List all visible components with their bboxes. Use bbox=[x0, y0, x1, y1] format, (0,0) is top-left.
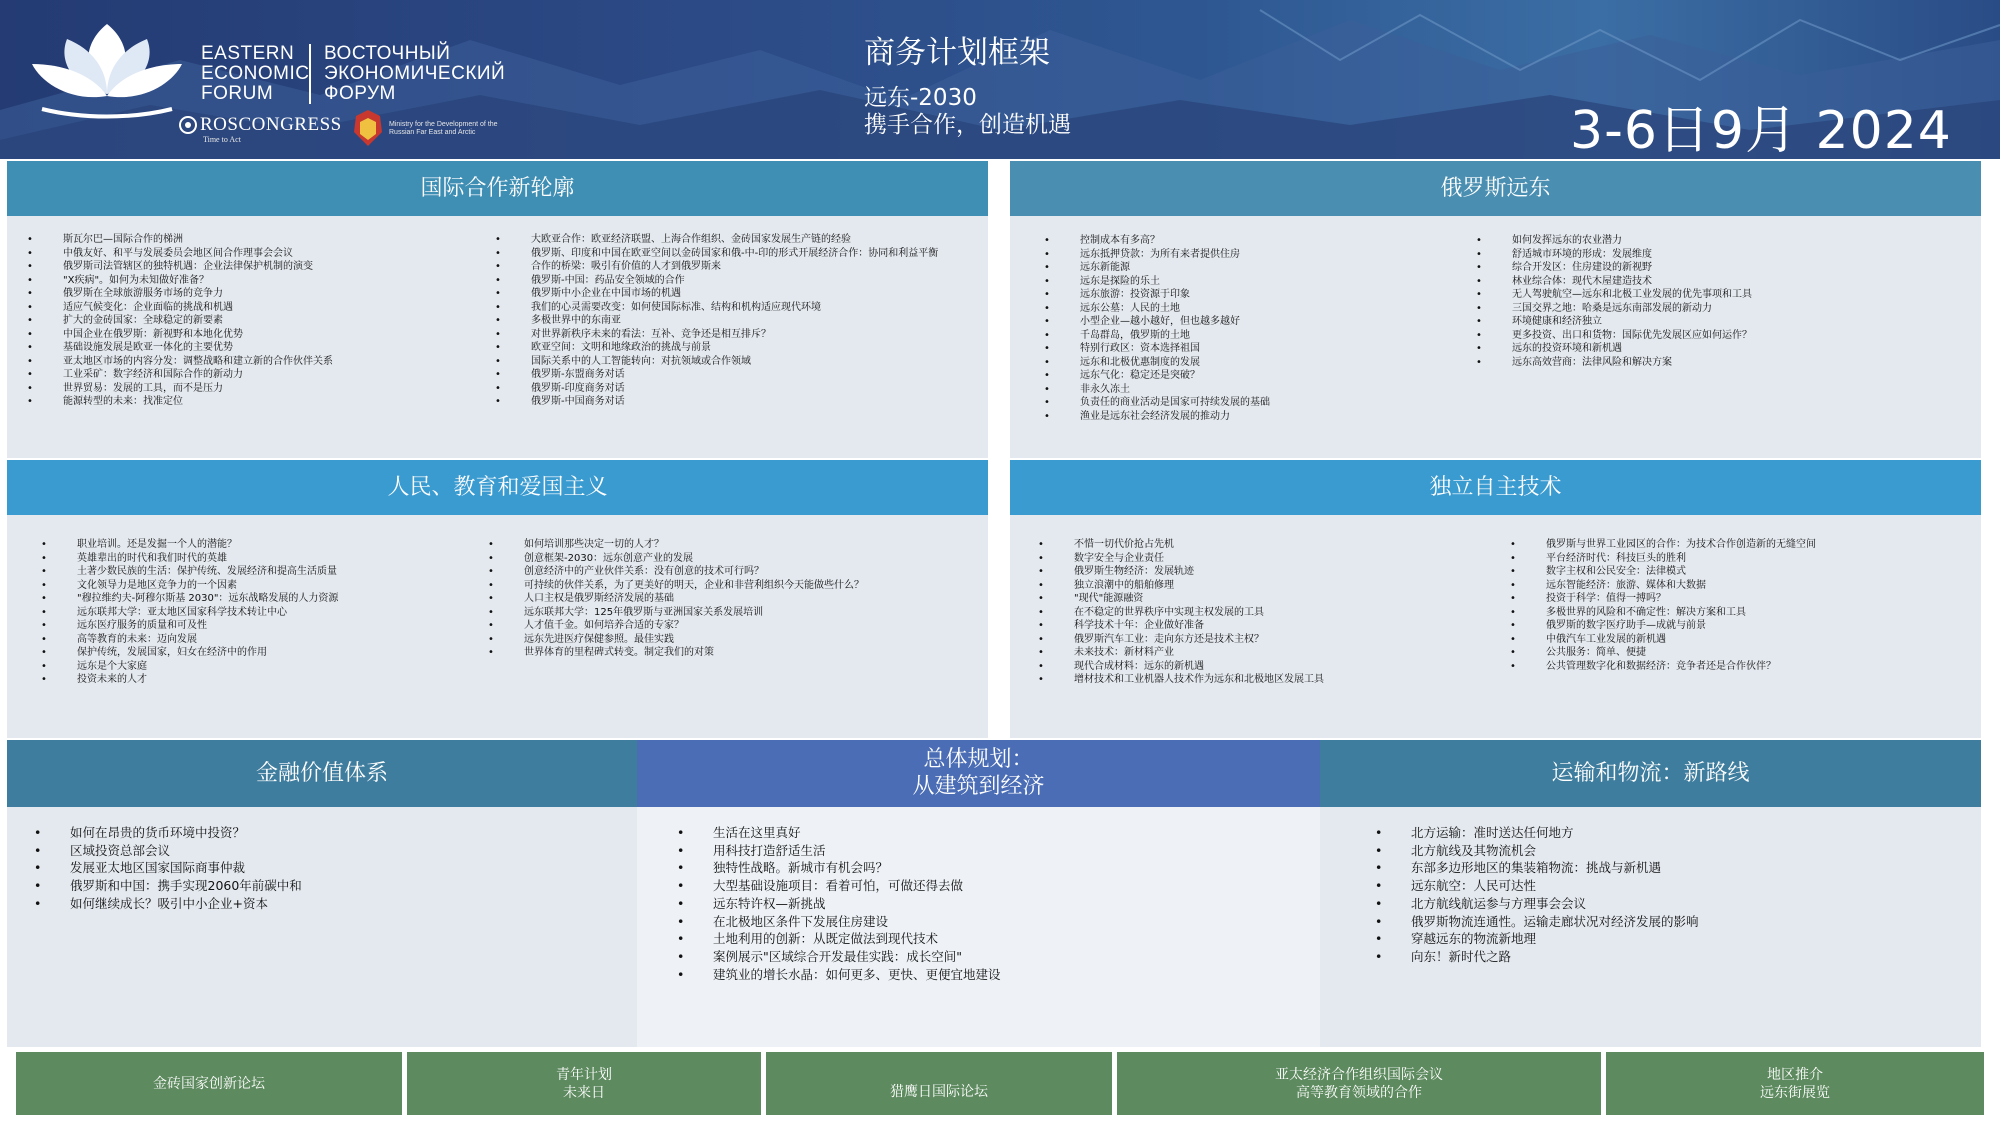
list-item: • 职业培训。还是发掘一个人的潜能？ bbox=[77, 538, 338, 552]
subtitle-line-1: 远东-2030 bbox=[864, 85, 977, 111]
ministry-text: Ministry for the Development of the Russian Far East and Arctic bbox=[389, 121, 498, 136]
list-item: • 俄罗斯与世界工业园区的合作：为技术合作创造新的无缝空间 bbox=[1546, 538, 1816, 552]
logo-text-russian-value: ВОСТОЧНЫЙ ЭКОНОМИЧЕСКИЙ ФОРУМ bbox=[324, 43, 506, 104]
panel-header bbox=[1010, 460, 1981, 515]
topic-list bbox=[713, 824, 1001, 983]
list-item: • 对世界新秩序未来的看法：互补、竞争还是相互排斥？ bbox=[531, 328, 938, 342]
list-item: • 平台经济时代：科技巨头的胜利 bbox=[1546, 552, 1816, 566]
panel-title: 金融价值体系 bbox=[255, 761, 388, 786]
list-item: • 世界体育的里程碑式转变。制定我们的对策 bbox=[524, 646, 864, 660]
footer-event-sublabel: 远东街展览 bbox=[1760, 1084, 1830, 1101]
list-item: • 远东先进医疗保健参照。最佳实践 bbox=[524, 633, 864, 647]
panel-header bbox=[7, 161, 988, 216]
list-item: • 更多投资、出口和货物：国际优先发展区应如何运作？ bbox=[1512, 329, 1752, 343]
list-item: • 如何发挥远东的农业潜力 bbox=[1512, 234, 1752, 248]
list-item: • 斯瓦尔巴—国际合作的梯洲 bbox=[63, 233, 333, 247]
footer-event-label: 亚太经济合作组织国际会议 bbox=[1275, 1066, 1443, 1083]
list-item: • 非永久冻土 bbox=[1080, 383, 1270, 397]
panel-master-planning bbox=[637, 740, 1320, 1047]
event-date: 3-6日9月 2024 bbox=[1570, 101, 1952, 161]
topic-list-right bbox=[1546, 538, 1816, 673]
list-item: • 世界贸易：发展的工具，而不是压力 bbox=[63, 382, 333, 396]
document-title: 商务计划框架 bbox=[864, 35, 1050, 71]
list-item: • 林业综合体：现代木屋建造技术 bbox=[1512, 275, 1752, 289]
list-item: • 扩大的金砖国家：全球稳定的新要素 bbox=[63, 314, 333, 328]
list-item: • 多极世界中的东南亚 bbox=[531, 314, 938, 328]
footer-event-sublabel: 高等教育领域的合作 bbox=[1296, 1084, 1422, 1101]
logo-text-russian bbox=[324, 44, 505, 104]
list-item: • 投资未来的人才 bbox=[77, 673, 338, 687]
list-item: • 英雄辈出的时代和我们时代的英雄 bbox=[77, 552, 338, 566]
list-item: • 中国企业在俄罗斯：新视野和本地化优势 bbox=[63, 328, 333, 342]
list-item: • 渔业是远东社会经济发展的推动力 bbox=[1080, 410, 1270, 424]
list-item: • 文化领导力是地区竞争力的一个因素 bbox=[77, 579, 338, 593]
list-item: • 俄罗斯中小企业在中国市场的机遇 bbox=[531, 287, 938, 301]
topic-list-right bbox=[531, 233, 938, 409]
list-item: • 远东和北极优惠制度的发展 bbox=[1080, 356, 1270, 370]
list-item: • 区域投资总部会议 bbox=[70, 842, 302, 860]
list-item: • 独特性战略。新城市有机会吗？ bbox=[713, 859, 1001, 877]
footer-event-label: 猎鹰日国际论坛 bbox=[890, 1084, 988, 1100]
panel-header bbox=[7, 740, 637, 807]
logo-text-english-value: EASTERN ECONOMIC FORUM bbox=[201, 43, 310, 104]
footer-event-youth[interactable] bbox=[407, 1052, 761, 1115]
list-item: • 环境健康和经济独立 bbox=[1512, 315, 1752, 329]
topic-list bbox=[70, 824, 302, 913]
footer-event-brics[interactable] bbox=[16, 1052, 402, 1115]
list-item: • 远东是个大家庭 bbox=[77, 660, 338, 674]
list-item: • 在不稳定的世界秩序中实现主权发展的工具 bbox=[1074, 606, 1324, 620]
list-item: • 创意框架-2030：远东创意产业的发展 bbox=[524, 552, 864, 566]
list-item: • 俄罗斯在全球旅游服务市场的竞争力 bbox=[63, 287, 333, 301]
list-item: • 合作的桥梁：吸引有价值的人才到俄罗斯来 bbox=[531, 260, 938, 274]
list-item: • 东部多边形地区的集装箱物流：挑战与新机遇 bbox=[1411, 859, 1699, 877]
list-item: • 远东高效营商：法律风险和解决方案 bbox=[1512, 356, 1752, 370]
topic-list-left bbox=[63, 233, 333, 409]
topic-list-left bbox=[1080, 234, 1270, 423]
list-item: • 远东旅游：投资源于印象 bbox=[1080, 288, 1270, 302]
list-item: • 特别行政区：资本选择祖国 bbox=[1080, 342, 1270, 356]
list-item: • 人口主权是俄罗斯经济发展的基础 bbox=[524, 592, 864, 606]
list-item: • 俄罗斯和中国：携手实现2060年前碳中和 bbox=[70, 877, 302, 895]
list-item: • 远东联邦大学：125年俄罗斯与亚洲国家关系发展培训 bbox=[524, 606, 864, 620]
flower-logo-icon bbox=[22, 14, 192, 124]
panel-header bbox=[1320, 740, 1981, 807]
panel-russian-far-east bbox=[1010, 161, 1981, 458]
list-item: • 大欧亚合作：欧亚经济联盟、上海合作组织、金砖国家发展生产链的经验 bbox=[531, 233, 938, 247]
panel-header bbox=[1010, 161, 1981, 216]
panel-title: 俄罗斯远东 bbox=[1440, 176, 1551, 201]
logo-text-english bbox=[201, 44, 310, 104]
list-item: • 无人驾驶航空—远东和北极工业发展的优先事项和工具 bbox=[1512, 288, 1752, 302]
list-item: • 创意经济中的产业伙伴关系：没有创意的技术可行吗？ bbox=[524, 565, 864, 579]
panel-title: 国际合作新轮廓 bbox=[420, 176, 575, 201]
roscongress-logo-text: ROSCONGRESS bbox=[200, 114, 342, 135]
list-item: • 我们的心灵需要改变：如何使国际标准、结构和机构适应现代环境 bbox=[531, 301, 938, 315]
list-item: • 俄罗斯-印度商务对话 bbox=[531, 382, 938, 396]
list-item: • 生活在这里真好 bbox=[713, 824, 1001, 842]
list-item: • 中俄友好、和平与发展委员会地区间合作理事会会议 bbox=[63, 247, 333, 261]
subtitle-line-2: 携手合作，创造机遇 bbox=[864, 112, 1071, 138]
list-item: • 可持续的伙伴关系，为了更美好的明天，企业和非营利组织今天能做些什么？ bbox=[524, 579, 864, 593]
list-item: • 在北极地区条件下发展住房建设 bbox=[713, 913, 1001, 931]
panel-header bbox=[637, 740, 1320, 807]
list-item: • 俄罗斯司法管辖区的独特机遇：企业法律保护机制的演变 bbox=[63, 260, 333, 274]
footer-event-label: 地区推介 bbox=[1767, 1066, 1823, 1083]
list-item: • 俄罗斯-中国商务对话 bbox=[531, 395, 938, 409]
list-item: • 多极世界的风险和不确定性：解决方案和工具 bbox=[1546, 606, 1816, 620]
panel-international-cooperation bbox=[7, 161, 988, 458]
footer-event-regions[interactable] bbox=[1606, 1052, 1984, 1115]
list-item: • "现代"能源融资 bbox=[1074, 592, 1324, 606]
topic-list-right bbox=[1512, 234, 1752, 369]
list-item: • 北方航线航运参与方理事会会议 bbox=[1411, 895, 1699, 913]
list-item: • 千岛群岛，俄罗斯的土地 bbox=[1080, 329, 1270, 343]
panel-header bbox=[7, 460, 988, 515]
panel-title: 运输和物流：新路线 bbox=[1551, 761, 1750, 786]
panel-title: 人民、教育和爱国主义 bbox=[387, 475, 608, 500]
list-item: • 如何在昂贵的货币环境中投资？ bbox=[70, 824, 302, 842]
ministry-emblem-icon bbox=[350, 108, 386, 148]
list-item: • 发展亚太地区国家国际商事仲裁 bbox=[70, 859, 302, 877]
list-item: • 俄罗斯-东盟商务对话 bbox=[531, 368, 938, 382]
list-item: • 基础设施发展是欧亚一体化的主要优势 bbox=[63, 341, 333, 355]
list-item: • 高等教育的未来：迈向发展 bbox=[77, 633, 338, 647]
list-item: • 亚太地区市场的内容分发：调整战略和建立新的合作伙伴关系 bbox=[63, 355, 333, 369]
list-item: • 保护传统，发展国家，妇女在经济中的作用 bbox=[77, 646, 338, 660]
list-item: • 三国交界之地：哈桑是远东南部发展的新动力 bbox=[1512, 302, 1752, 316]
footer-event-falcon[interactable] bbox=[766, 1052, 1112, 1115]
panel-title-line-2: 从建筑到经济 bbox=[912, 774, 1045, 799]
list-item: • 如何培训那些决定一切的人才？ bbox=[524, 538, 864, 552]
list-item: • 数字主权和公民安全：法律模式 bbox=[1546, 565, 1816, 579]
footer-event-apec[interactable] bbox=[1117, 1052, 1601, 1115]
list-item: • 北方运输：准时送达任何地方 bbox=[1411, 824, 1699, 842]
list-item: • 投资于科学：值得一搏吗？ bbox=[1546, 592, 1816, 606]
footer-event-label: 青年计划 bbox=[556, 1066, 612, 1083]
panel-title-line-1: 总体规划： bbox=[923, 747, 1034, 772]
list-item: • 远东航空：人民可达性 bbox=[1411, 877, 1699, 895]
list-item: • 公共服务：简单、便捷 bbox=[1546, 646, 1816, 660]
list-item: • 用科技打造舒适生活 bbox=[713, 842, 1001, 860]
list-item: • 科学技术十年：企业做好准备 bbox=[1074, 619, 1324, 633]
panel-transport-logistics bbox=[1320, 740, 1981, 1047]
list-item: • 舒适城市环境的形成：发展维度 bbox=[1512, 248, 1752, 262]
list-item: • 适应气候变化：企业面临的挑战和机遇 bbox=[63, 301, 333, 315]
list-item: • 建筑业的增长水晶：如何更多、更快、更便宜地建设 bbox=[713, 966, 1001, 984]
list-item: • 向东！新时代之路 bbox=[1411, 948, 1699, 966]
list-item: • 远东新能源 bbox=[1080, 261, 1270, 275]
list-item: • 国际关系中的人工智能转向：对抗领域或合作领域 bbox=[531, 355, 938, 369]
list-item: • 穿越远东的物流新地理 bbox=[1411, 930, 1699, 948]
list-item: • 能源转型的未来：找准定位 bbox=[63, 395, 333, 409]
list-item: • 综合开发区：住房建设的新视野 bbox=[1512, 261, 1752, 275]
list-item: • 现代合成材料：远东的新机遇 bbox=[1074, 660, 1324, 674]
header-banner bbox=[0, 0, 2000, 159]
list-item: • 远东抵押贷款：为所有来者提供住房 bbox=[1080, 248, 1270, 262]
list-item: • 负责任的商业活动是国家可持续发展的基础 bbox=[1080, 396, 1270, 410]
list-item: • 北方航线及其物流机会 bbox=[1411, 842, 1699, 860]
footer-event-label: 金砖国家创新论坛 bbox=[153, 1075, 265, 1092]
roscongress-logo-icon bbox=[178, 115, 198, 135]
list-item: • 俄罗斯汽车工业：走向东方还是技术主权？ bbox=[1074, 633, 1324, 647]
list-item: • 土地利用的创新：从既定做法到现代技术 bbox=[713, 930, 1001, 948]
panel-independent-technology bbox=[1010, 460, 1981, 738]
footer-event-sublabel: 未来日 bbox=[563, 1084, 605, 1101]
list-item: • 远东是探险的乐土 bbox=[1080, 275, 1270, 289]
list-item: • 中俄汽车工业发展的新机遇 bbox=[1546, 633, 1816, 647]
list-item: • 控制成本有多高？ bbox=[1080, 234, 1270, 248]
list-item: • 工业采矿：数字经济和国际合作的新动力 bbox=[63, 368, 333, 382]
list-item: • 如何继续成长？吸引中小企业+资本 bbox=[70, 895, 302, 913]
list-item: • 案例展示"区域综合开发最佳实践：成长空间" bbox=[713, 948, 1001, 966]
list-item: • 增材技术和工业机器人技术作为远东和北极地区发展工具 bbox=[1074, 673, 1324, 687]
list-item: • 远东公墓：人民的土地 bbox=[1080, 302, 1270, 316]
panel-people-education-patriotism bbox=[7, 460, 988, 738]
panel-financial-value-system bbox=[7, 740, 637, 1047]
list-item: • 土著少数民族的生活：保护传统、发展经济和提高生活质量 bbox=[77, 565, 338, 579]
panel-title: 独立自主技术 bbox=[1429, 475, 1562, 500]
list-item: • 欧亚空间：文明和地缘政治的挑战与前景 bbox=[531, 341, 938, 355]
list-item: • 俄罗斯生物经济：发展轨迹 bbox=[1074, 565, 1324, 579]
list-item: • 独立浪潮中的船舶修理 bbox=[1074, 579, 1324, 593]
list-item: • 未来技术：新材料产业 bbox=[1074, 646, 1324, 660]
list-item: • 远东的投资环境和新机遇 bbox=[1512, 342, 1752, 356]
topic-list bbox=[1411, 824, 1699, 966]
list-item: • "X疾病"。如何为未知做好准备？ bbox=[63, 274, 333, 288]
list-item: • 俄罗斯的数字医疗助手—成就与前景 bbox=[1546, 619, 1816, 633]
list-item: • 公共管理数字化和数据经济：竞争者还是合作伙伴？ bbox=[1546, 660, 1816, 674]
list-item: • 大型基础设施项目：看着可怕，可做还得去做 bbox=[713, 877, 1001, 895]
list-item: • 俄罗斯-中国：药品安全领域的合作 bbox=[531, 274, 938, 288]
topic-list-left bbox=[77, 538, 338, 687]
logo-divider bbox=[309, 44, 311, 104]
list-item: • 小型企业—越小越好，但也越多越好 bbox=[1080, 315, 1270, 329]
list-item: • 远东智能经济：旅游、媒体和大数据 bbox=[1546, 579, 1816, 593]
list-item: • 俄罗斯物流连通性。运输走廊状况对经济发展的影响 bbox=[1411, 913, 1699, 931]
list-item: • 远东气化：稳定还是突破？ bbox=[1080, 369, 1270, 383]
list-item: • 远东医疗服务的质量和可及性 bbox=[77, 619, 338, 633]
list-item: • 远东联邦大学：亚太地区国家科学技术转让中心 bbox=[77, 606, 338, 620]
topic-list-left bbox=[1074, 538, 1324, 687]
topic-list-right bbox=[524, 538, 864, 660]
roscongress-tagline: Time to Act bbox=[203, 135, 241, 144]
list-item: • 数字安全与企业责任 bbox=[1074, 552, 1324, 566]
list-item: • 远东特许权—新挑战 bbox=[713, 895, 1001, 913]
list-item: • 俄罗斯、印度和中国在欧亚空间以金砖国家和俄-中-印的形式开展经济合作：协同和利益平衡 bbox=[531, 247, 938, 261]
list-item: • "穆拉维约夫-阿穆尔斯基 2030"：远东战略发展的人力资源 bbox=[77, 592, 338, 606]
list-item: • 不惜一切代价抢占先机 bbox=[1074, 538, 1324, 552]
list-item: • 人才值千金。如何培养合适的专家？ bbox=[524, 619, 864, 633]
